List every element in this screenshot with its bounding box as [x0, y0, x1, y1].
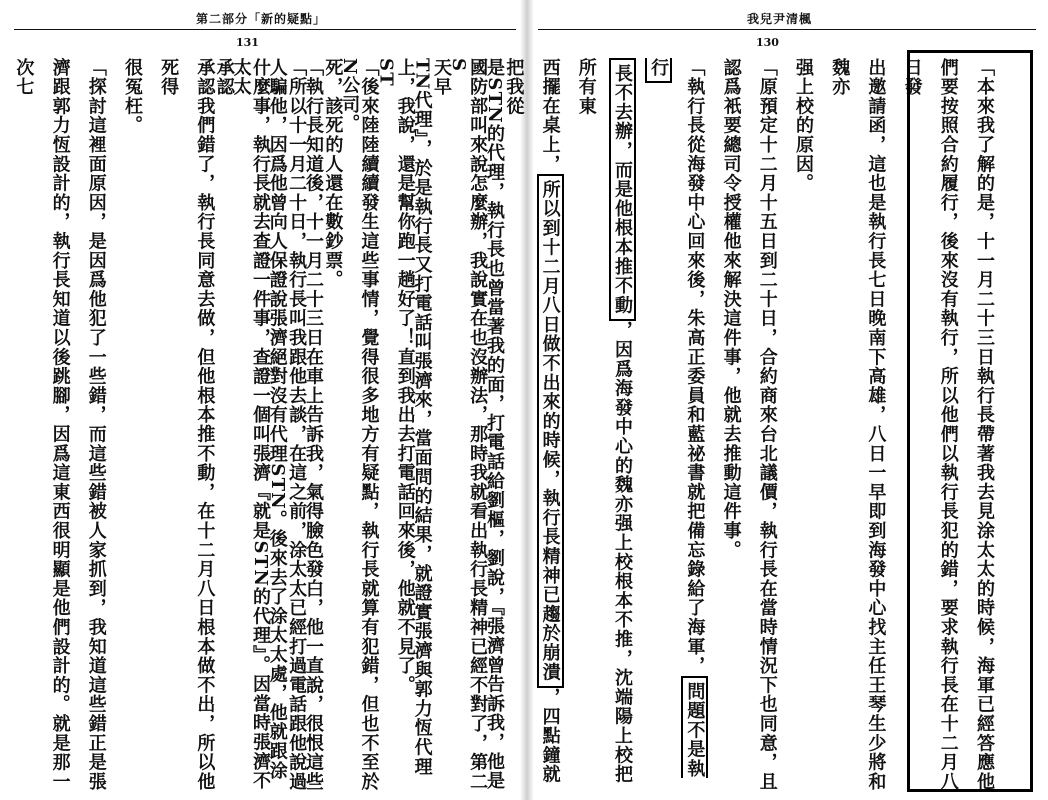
highlight-box-problem: 問題不是執行	[645, 58, 708, 778]
highlight-box-collapse: 所以到十二月八日做不出來的時候，執行長精神已趨於崩潰	[537, 174, 564, 688]
text-column	[0, 58, 5, 794]
text-column: 承認我們錯了，執行長同意去做，但他根本推不動，在十二月八日根本做不出，所以他死得	[158, 58, 216, 792]
text-column: 人騙他，因爲他曾向人保證說張濟絕對沒有代理STN。後來去了涂太太處，他就跟涂太太	[230, 58, 288, 781]
text-column: 「探討這裡面原因，是因爲他犯了一些錯，而這些錯被人家抓到，我知道這些錯正是張	[85, 58, 107, 792]
text-column: TN代理』，於是執行長又打電話叫張濟來，當面問的結果，就證實張濟與郭力恆代理ST	[375, 58, 433, 777]
text-column: 「原預定十二月十五日到二十日，合約商來台北議價，執行長在當時情況下也同意，且	[756, 58, 778, 792]
text-column: 「所以十一月二十日，執行長叫我跟他去談，在這之前，涂太太已經打過電話跟他說過	[286, 58, 308, 792]
text-column: 是STN的代理，執行長也曾當著我的面，打電話給劉樞，劉說，『張濟曾告訴我，他是S	[447, 58, 505, 791]
running-head-right: 我兒尹清楓	[747, 12, 813, 26]
text-column: 「後來陸陸續續發生這些事情，覺得很多地方有疑點，執行長就算有犯錯，但也不至於	[358, 58, 380, 792]
text-column: 認爲衹要總司令授權他來解決這件事，他就去推動這件事。	[720, 58, 742, 560]
text-column	[640, 58, 712, 794]
page-number-right: 130	[756, 36, 779, 49]
header-rule-right	[538, 29, 1036, 30]
text-run: ，因爲海發中心的魏亦强上校根本不推，沈端陽上校把所有東	[575, 58, 633, 785]
running-head-left: 第二部分「新的疑點」	[196, 12, 327, 26]
text-column: 强上校的原因。	[792, 58, 814, 194]
highlight-box-opening-paragraph	[907, 50, 1033, 792]
text-column: N公司。	[339, 58, 361, 134]
highlight-box-cannot-push: 長不去辦，而是他根本推不動	[609, 58, 636, 321]
text-column: 上，我說，還是幫你跑一趟好了！直到我出去打電話回來後，他就不見了。	[394, 58, 416, 695]
text-column: 很冤枉。	[121, 58, 143, 136]
text-column: 什麼事，執行長就去查證一件事，查證一個叫張濟『就是STN的代理』。因當時張濟不承認	[213, 58, 271, 791]
page-number-left: 131	[236, 36, 259, 49]
header-rule-left	[14, 29, 516, 30]
text-column: 們要按照合約履行，後來沒有執行，所以他們以執行長犯的錯，要求執行長在十二月八日發	[901, 58, 959, 792]
text-run: ，四點鐘就把我從	[503, 58, 561, 785]
text-column: 出邀請函，這也是執行長七日晚南下高雄，八日一早即到海發中心找主任王琴生少將和魏亦	[829, 58, 887, 792]
text-column: 國防部叫來說怎麼辦，我說實在也沒辦法，那時我就看出執行長精神已經不對了，第二天早	[430, 58, 489, 792]
text-run: 「執行長從海發中心回來後，朱高正委員和藍祕書就把備忘錄給了海軍，	[684, 58, 706, 676]
text-column: 濟跟郭力恆設計的，執行長知道以後跳腳，因爲這東西很明顯是他們設計的。就是那一次七	[13, 58, 71, 792]
text-column	[495, 58, 567, 794]
text-run: 西擺在桌上，	[539, 58, 561, 174]
text-column: 「執行長知道後，十一月二十三日在車上告訴我，氣得臉色發白，他一直說，很恨這些	[302, 58, 324, 792]
text-column: 死，該死的人還在數鈔票。	[322, 58, 344, 290]
text-column	[568, 58, 640, 794]
text-column: 「本來我了解的是，十一月二十三日執行長帶著我去見涂太太的時候，海軍已經答應他	[974, 58, 995, 792]
